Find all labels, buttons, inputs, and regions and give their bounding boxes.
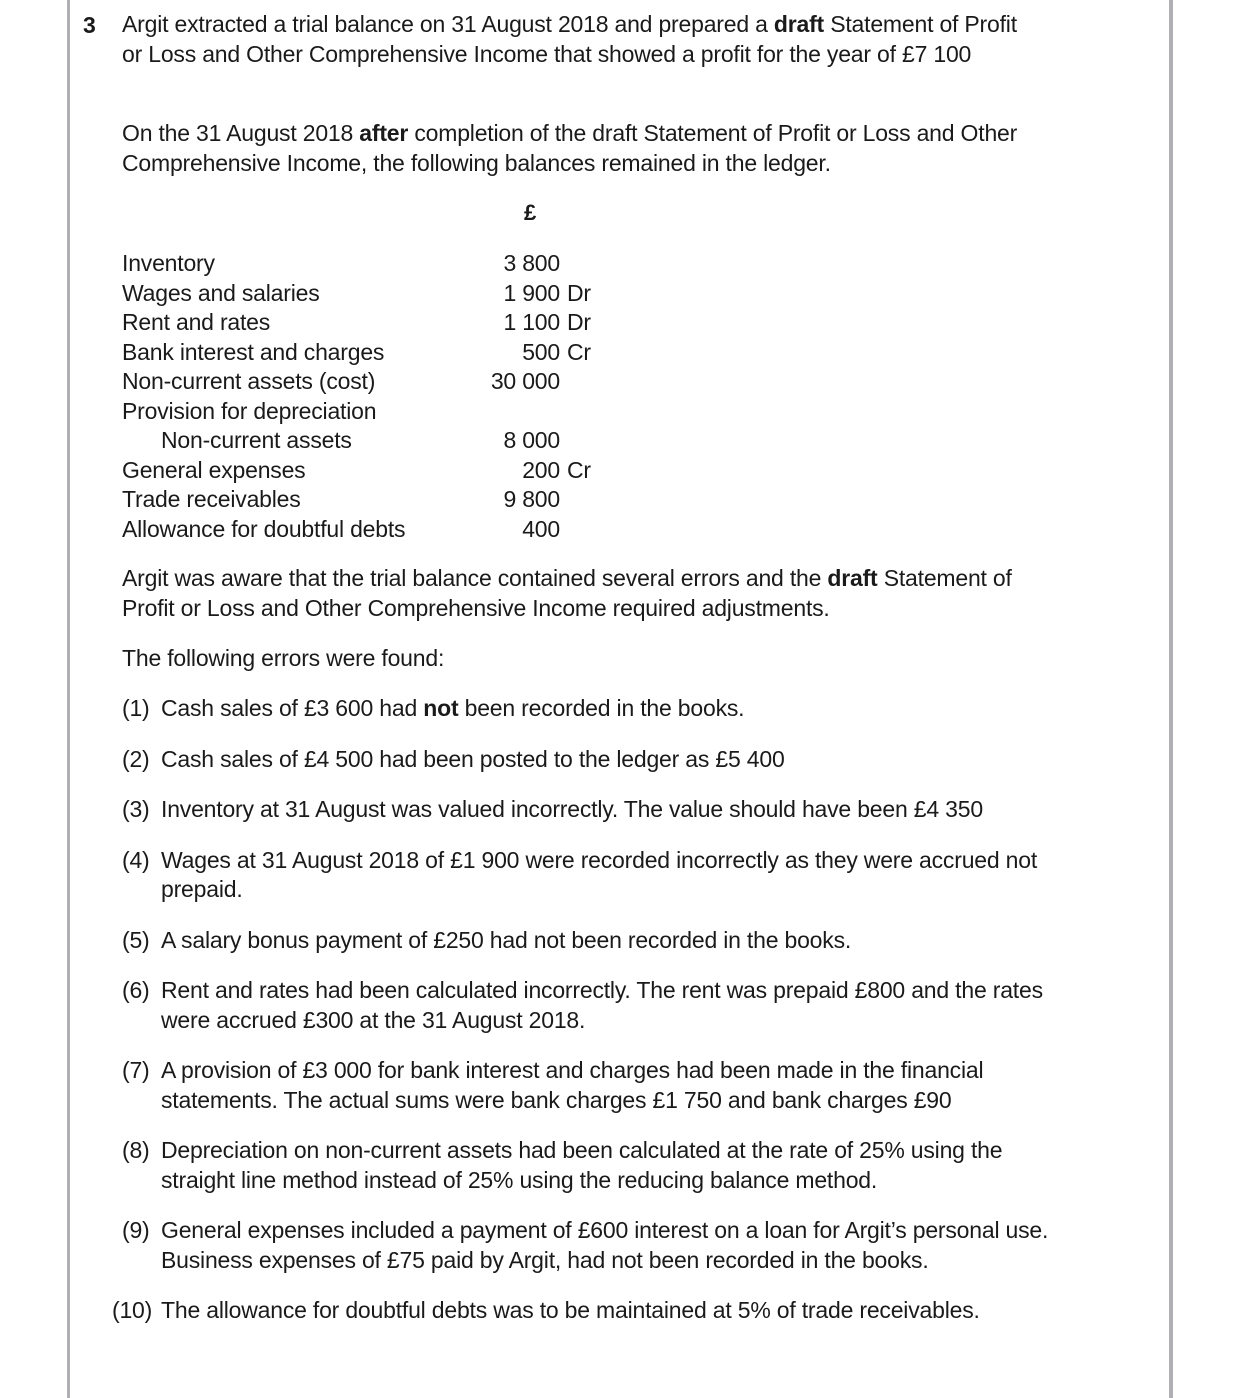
error-text [161,1217,1048,1273]
ledger-label: Provision for depreciation [122,397,377,424]
error-item [110,694,1050,724]
ledger-label: Inventory [122,250,215,276]
ledger-amount: 3 800 [503,250,560,276]
error-text-part: Cash sales of £4 500 had been posted to the ledger as £5 400 [161,745,785,772]
ledger-label: Allowance for doubtful debts [122,515,406,542]
ledger-label: Trade receivables [122,486,301,512]
intro-text-1: Argit extracted a trial balance on 31 August 2018 and prepared a [122,11,774,37]
errors-list [110,694,1050,1326]
ledger-row [122,308,622,338]
ledger-row [122,338,622,368]
ledger-amount: 30 000 [490,368,560,394]
error-number: (6) [122,977,150,1003]
error-text [161,1137,1002,1193]
after-bold: after [359,120,409,146]
aware-text-1: Argit was aware that the trial balance contained several errors and the [122,565,828,591]
error-text [161,746,785,772]
error-text-part: Cash sales of £3 600 had [161,695,424,721]
error-text [161,847,1037,903]
error-number: (4) [122,846,150,873]
ledger-row [122,249,622,279]
question-number: 3 [83,12,96,38]
error-text [161,927,851,953]
ledger-row [122,279,622,309]
ledger-label: Non-current assets (cost) [122,368,376,394]
ledger-label: Non-current assets [161,427,352,453]
errors-intro: The following errors were found: [122,645,445,671]
error-text-emphasis: not [423,695,459,721]
error-number: (1) [122,695,150,721]
ledger-row [122,426,622,456]
error-text-part: General expenses included a payment of £600 interest on a loan for Argit’s personal use. Business expenses of £75 paid by Argit, had not been recorded in the books. [161,1217,1049,1273]
ledger-label: Bank interest and charges [122,338,385,365]
ledger-label: Rent and rates [122,309,271,335]
ledger-row [122,397,622,427]
error-number: (5) [122,926,150,953]
error-item [110,1216,1050,1275]
error-number: (7) [122,1057,150,1083]
ledger-label: General expenses [122,456,306,483]
ledger-dr-cr-indicator: Dr [567,279,591,306]
error-item [110,926,1050,956]
ledger-dr-cr-indicator: Dr [567,309,591,335]
error-number: (9) [122,1217,150,1243]
ledger-label: Wages and salaries [122,279,320,306]
ledger-dr-cr-indicator: Cr [567,456,591,483]
error-number: (8) [122,1137,150,1163]
error-text [161,977,1043,1033]
left-margin-rule [67,0,70,1398]
ledger-dr-cr-indicator: Cr [567,338,591,365]
right-margin-rule [1169,0,1173,1398]
aware-text-2: Statement of Profit or Loss and Other Comprehensive Income required adjustments. [122,565,1012,621]
ledger-amount: 1 100 [503,309,560,335]
error-number: (10) [112,1297,153,1323]
after-paragraph [122,119,1022,178]
error-item [110,1136,1050,1195]
error-text-part: Inventory at 31 August was valued incorrectly. The value should have been £4 350 [161,796,983,822]
ledger-row [122,485,622,515]
error-item [110,1296,1050,1326]
error-text [161,1297,980,1323]
ledger-amount: 1 900 [503,279,560,306]
ledger-amount: 500 [522,338,560,365]
ledger-amount: 400 [522,515,560,542]
error-text-part: Wages at 31 August 2018 of £1 900 were recorded incorrectly as they were accrued not prepaid. [161,846,1038,902]
error-text-part: The allowance for doubtful debts was to be maintained at 5% of trade receivables. [161,1297,980,1323]
error-number: (3) [122,796,150,822]
after-text-1: On the 31 August 2018 [122,120,360,146]
aware-bold-draft: draft [827,565,878,591]
ledger-amount: 200 [522,456,560,483]
error-item [110,795,1050,825]
error-text [161,1057,983,1113]
error-text-part: Rent and rates had been calculated incorrectly. The rent was prepaid £800 and the rates were accrued £300 at the 31 August 2018. [161,977,1043,1033]
error-text-part: A provision of £3 000 for bank interest and charges had been made in the financial statements. The actual sums were bank charges £1 750 and bank charges £90 [161,1057,984,1113]
ledger-balances-table [122,249,622,544]
ledger-amount: 9 800 [503,486,560,512]
error-text [161,796,983,822]
error-item [110,745,1050,775]
error-number: (2) [122,745,150,772]
error-text-part: A salary bonus payment of £250 had not been recorded in the books. [161,926,852,953]
error-item [110,1056,1050,1115]
ledger-row [122,367,622,397]
intro-text-2: Statement of Profit or Loss and Other Comprehensive Income that showed a profit for the year of £7 100 [122,11,1017,67]
ledger-row [122,515,622,545]
intro-paragraph [122,10,1022,69]
ledger-amount: 8 000 [503,427,560,453]
error-item [110,846,1050,905]
error-text-part: been recorded in the books. [458,695,745,721]
currency-column-header: £ [524,200,537,225]
aware-paragraph [122,564,1042,623]
error-text [161,695,744,721]
error-item [110,976,1050,1035]
intro-bold-draft: draft [773,11,825,37]
error-text-part: Depreciation on non-current assets had been calculated at the rate of 25% using the straight line method instead of 25% using the reducing balance method. [161,1137,1003,1193]
after-text-2: completion of the draft Statement of Profit or Loss and Other Comprehensive Income, the following balances remained in the ledger. [122,120,1018,176]
ledger-row [122,456,622,486]
